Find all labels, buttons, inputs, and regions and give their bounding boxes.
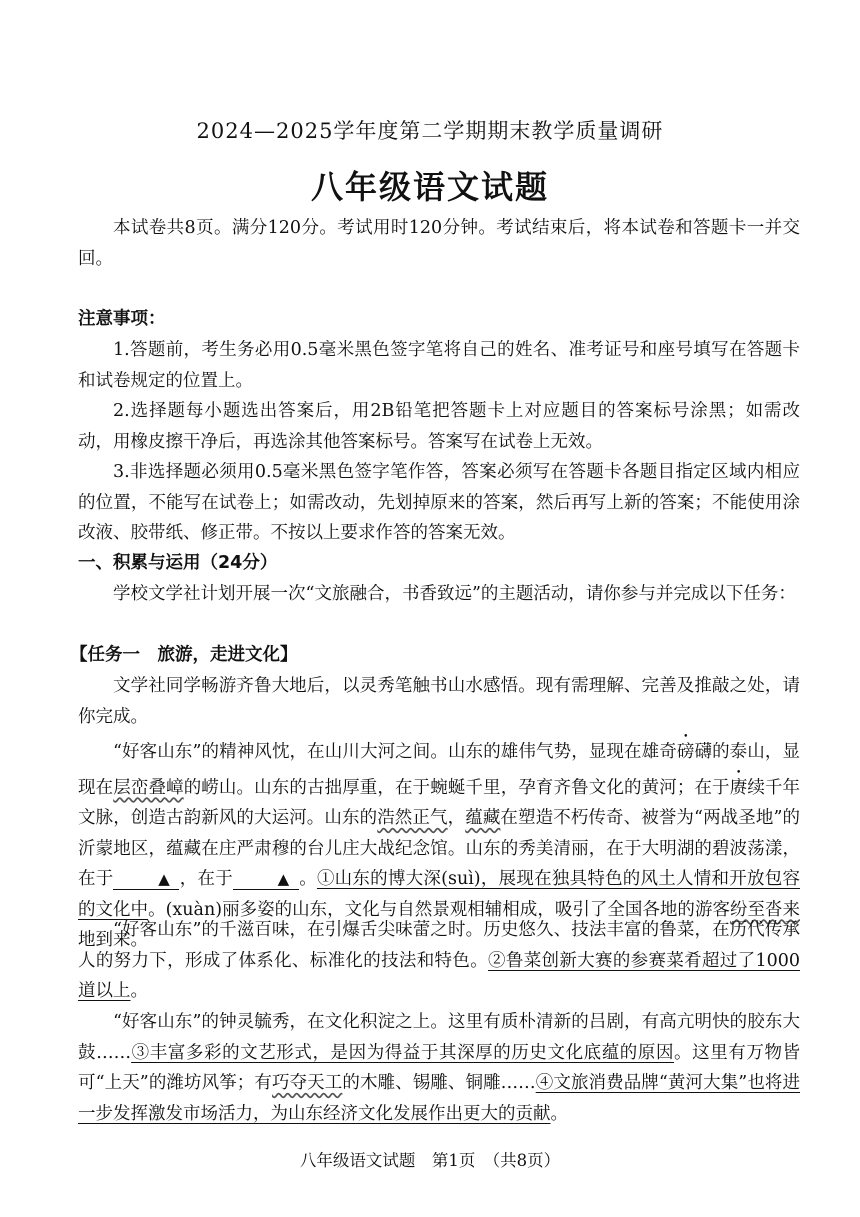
passage-text: 。(xuàn)丽多姿的山东，文化与自然景观相辅相成，吸引了全国各地的游客 xyxy=(148,899,730,920)
fill-blank-2: ▲ xyxy=(233,869,299,890)
task1-heading: 【任务一 旅游，走进文化】 xyxy=(70,645,298,665)
underlined-sentence-4: ④文旅消费品牌“黄河大集”也将进一步发挥激发市场活力，为山东经济文化发展作出更大的贡献 xyxy=(78,1073,801,1124)
underlined-sentence-2: ②鲁菜创新大赛的参赛菜肴超过了1000道以上 xyxy=(78,950,800,1001)
exam-subtitle: 2024—2025学年度第二学期期末教学质量调研 xyxy=(196,119,664,143)
notice-item-1: 1.答题前，考生务必用0.5毫米黑色签字笔将自己的姓名、准考证号和座号填写在答题卡和试卷规定的位置上。 xyxy=(78,340,800,391)
page-footer: 八年级语文试题 第1页 （共8页） xyxy=(299,1151,561,1170)
passage-text: 的木雕、锡雕、铜雕…… xyxy=(342,1073,536,1093)
section1-heading: 一、积累与运用（24分） xyxy=(78,553,278,573)
passage-text: 续千年文脉，创造古韵新风的大运河。山东的 xyxy=(78,777,801,828)
passage-text: 地到来。 xyxy=(78,930,148,950)
wavy-underlined-phrase: 蕴藏 xyxy=(465,808,501,828)
notice-heading: 注意事项： xyxy=(78,309,166,329)
passage-text: 。这里有万物皆可“上天”的潍坊风筝；有 xyxy=(78,1042,801,1093)
fill-blank-1: ▲ xyxy=(113,869,179,890)
passage-text: 。 xyxy=(298,869,317,889)
dotted-char: 磅 xyxy=(676,742,695,762)
wavy-underlined-phrase: 巧夺天工 xyxy=(271,1073,343,1093)
exam-title: 八年级语文试题 xyxy=(310,168,549,206)
passage-paragraph-3 xyxy=(78,1007,800,1129)
wavy-underlined-phrase: 纷至沓来 xyxy=(729,899,801,920)
passage-text: “好客山东”的千滋百味，在引爆舌尖味蕾之时。历史悠久、技法丰富的鲁菜，在历代传承人的努力下，形成了体系化、标准化的技法和特色。 xyxy=(78,920,800,971)
dotted-char: 赓 xyxy=(729,777,748,798)
section1-intro: 学校文学社计划开展一次“文旅融合，书香致远”的主题活动，请你参与并完成以下任务： xyxy=(113,584,796,604)
notice-item-2: 2.选择题每小题选出答案后，用2B铅笔把答题卡上对应题目的答案标号涂黑；如需改动，用橡皮擦干净后，再选涂其他答案标号。答案写在试卷上无效。 xyxy=(78,401,800,452)
passage-text: 的崂山。山东的古拙厚重，在于蜿蜒千里，孕育齐鲁文化的黄河；在于 xyxy=(183,777,730,798)
passage-text: ， xyxy=(447,808,466,828)
passage-text: “好客山东”的精神风忱，在山川大河之间。山东的雄伟气势，显现在雄奇 xyxy=(113,742,677,762)
passage-text: “好客山东”的钟灵毓秀，在文化积淀之上。这里有质朴清新的吕剧，有高亢明快的胶东大鼓…… xyxy=(78,1012,800,1063)
underlined-sentence-1: ①山东的博大深(suì)，展现在独具特色的风土人情和开放包容的文化中 xyxy=(78,869,800,920)
passage-text: 。 xyxy=(550,1103,568,1124)
passage-text: ，在于 xyxy=(179,869,233,889)
underlined-sentence-3: ③丰富多彩的文艺形式，是因为得益于其深厚的历史文化底蕴的原因 xyxy=(131,1042,675,1063)
passage-text: 在塑造不朽传奇、被誉为“两战圣地”的沂蒙地区，蕴藏在庄严肃穆的台儿庄大战纪念馆。山东的秀美清丽，在于大明湖的碧波荡漾，在于 xyxy=(78,808,801,889)
passage-paragraph-2 xyxy=(78,915,800,1007)
notice-item-3: 3.非选择题必须用0.5毫米黑色签字笔作答，答案必须写在答题卡各题目指定区域内相应的位置，不能写在试卷上；如需改动，先划掉原来的答案，然后再写上新的答案；不能使用涂改液、胶带纸、修正带。不按以上要求作答的答案无效。 xyxy=(78,462,800,543)
wavy-underlined-phrase: 层峦叠嶂 xyxy=(113,777,184,798)
passage-text: 。 xyxy=(130,981,148,1001)
wavy-underlined-phrase: 浩然正气 xyxy=(377,808,448,828)
task1-intro: 文学社同学畅游齐鲁大地后，以灵秀笔触书山水感悟。现有需理解、完善及推敲之处，请你完成。 xyxy=(78,676,800,727)
exam-intro: 本试卷共8页。满分120分。考试用时120分钟。考试结束后，将本试卷和答题卡一并交回。 xyxy=(78,218,800,269)
passage-text: 礴的泰山，显现在 xyxy=(78,742,800,798)
